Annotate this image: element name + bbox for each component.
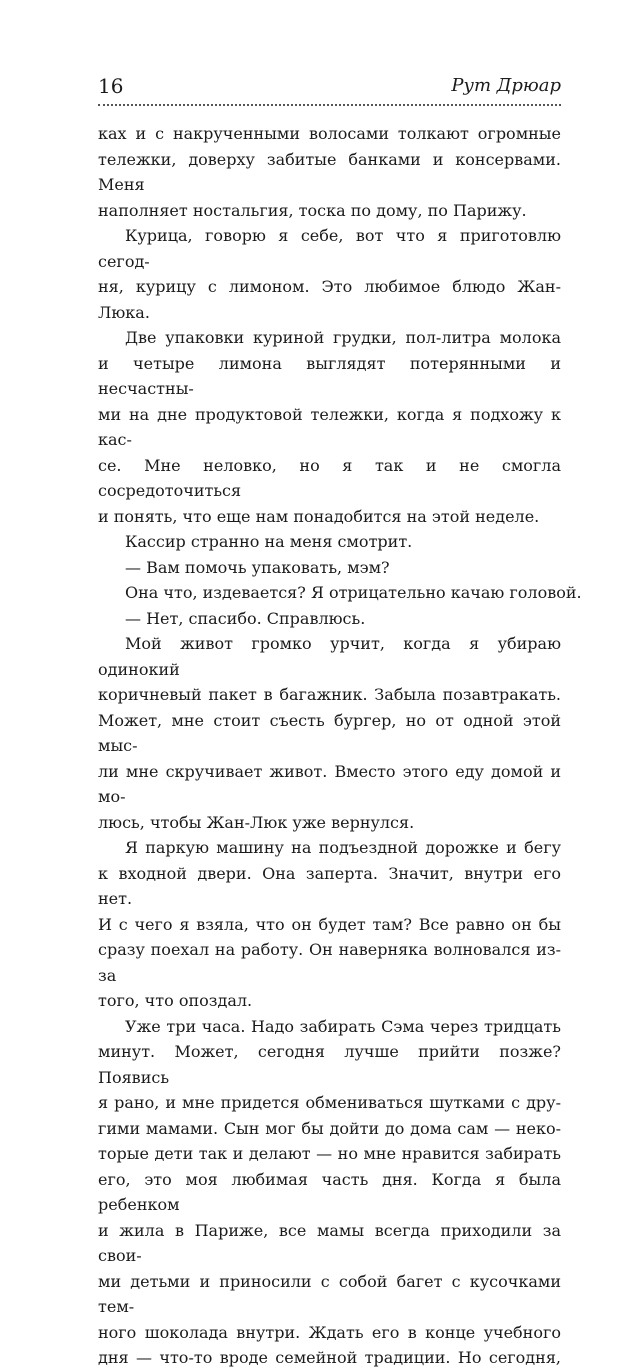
text-line: к входной двери. Она заперта. Значит, внутри его нет. — [98, 863, 561, 908]
running-head-author: Рут Дрюар — [451, 75, 561, 96]
text-line: — Вам помочь упаковать, мэм? — [125, 557, 390, 577]
text-line: Две упаковки куриной грудки, пол-литра молока — [125, 328, 561, 347]
text-line: Я паркую машину на подъездной дорожке и бегу — [125, 838, 561, 857]
text-line: Кассир странно на меня смотрит. — [125, 532, 413, 551]
text-line: и жила в Париже, все мамы всегда приходили за свои- — [98, 1220, 561, 1265]
text-line: Может, мне стоит съесть бургер, но от одной этой мыс- — [98, 710, 561, 755]
text-line: ми на дне продуктовой тележки, когда я подхожу к кас- — [98, 404, 561, 449]
text-line: и понять, что еще нам понадобится на этой неделе. — [98, 506, 540, 526]
text-line: тележки, доверху забитые банками и консервами. Меня — [98, 149, 561, 194]
page-number: 16 — [98, 74, 124, 98]
text-line: ми детьми и приносили с собой багет с кусочками тем- — [98, 1271, 561, 1316]
text-line: наполняет ностальгия, тоска по дому, по Парижу. — [98, 200, 527, 220]
text-line: его, это моя любимая часть дня. Когда я была ребенком — [98, 1169, 561, 1214]
text-line: люсь, чтобы Жан-Люк уже вернулся. — [98, 812, 415, 832]
text-line: Курица, говорю я себе, вот что я приготовлю сегод- — [98, 226, 561, 271]
text-line: я рано, и мне придется обмениваться шутками с дру- — [98, 1093, 561, 1112]
text-line: ках и с накрученными волосами толкают огромные — [98, 124, 561, 143]
page-header — [98, 74, 561, 102]
text-line: Уже три часа. Надо забирать Сэма через тридцать — [125, 1016, 561, 1036]
text-line: дня — что-то вроде семейной традиции. Но сегодня, — [98, 1348, 561, 1367]
text-line: сразу поехал на работу. Он наверняка волновался из-за — [98, 940, 561, 985]
header-dotted-rule — [98, 104, 561, 106]
text-line: минут. Может, сегодня лучше прийти позже? Появись — [98, 1042, 561, 1087]
body-text — [98, 121, 582, 1371]
text-line: того, что опоздал. — [98, 991, 253, 1010]
text-line: — Нет, спасибо. Справлюсь. — [125, 608, 366, 628]
text-line: ня, курицу с лимоном. Это любимое блюдо Жан-Люка. — [98, 277, 561, 322]
text-line: И с чего я взяла, что он будет там? Все равно он бы — [98, 914, 561, 934]
text-line: Мой живот громко урчит, когда я убираю одинокий — [98, 634, 561, 679]
text-line: коричневый пакет в багажник. Забыла позавтракать. — [98, 685, 561, 704]
text-line: ли мне скручивает живот. Вместо этого еду домой и мо- — [98, 761, 561, 806]
text-line: Она что, издевается? Я отрицательно качаю головой. — [125, 583, 582, 602]
text-line: ного шоколада внутри. Ждать его в конце учебного — [98, 1322, 561, 1342]
text-line: торые дети так и делают — но мне нравится забирать — [98, 1144, 561, 1163]
text-line: и четыре лимона выглядят потерянными и несчастны- — [98, 353, 561, 398]
text-line: се. Мне неловко, но я так и не смогла сосредоточиться — [98, 455, 561, 500]
text-line: гими мамами. Сын мог бы дойти до дома сам — неко- — [98, 1118, 561, 1138]
